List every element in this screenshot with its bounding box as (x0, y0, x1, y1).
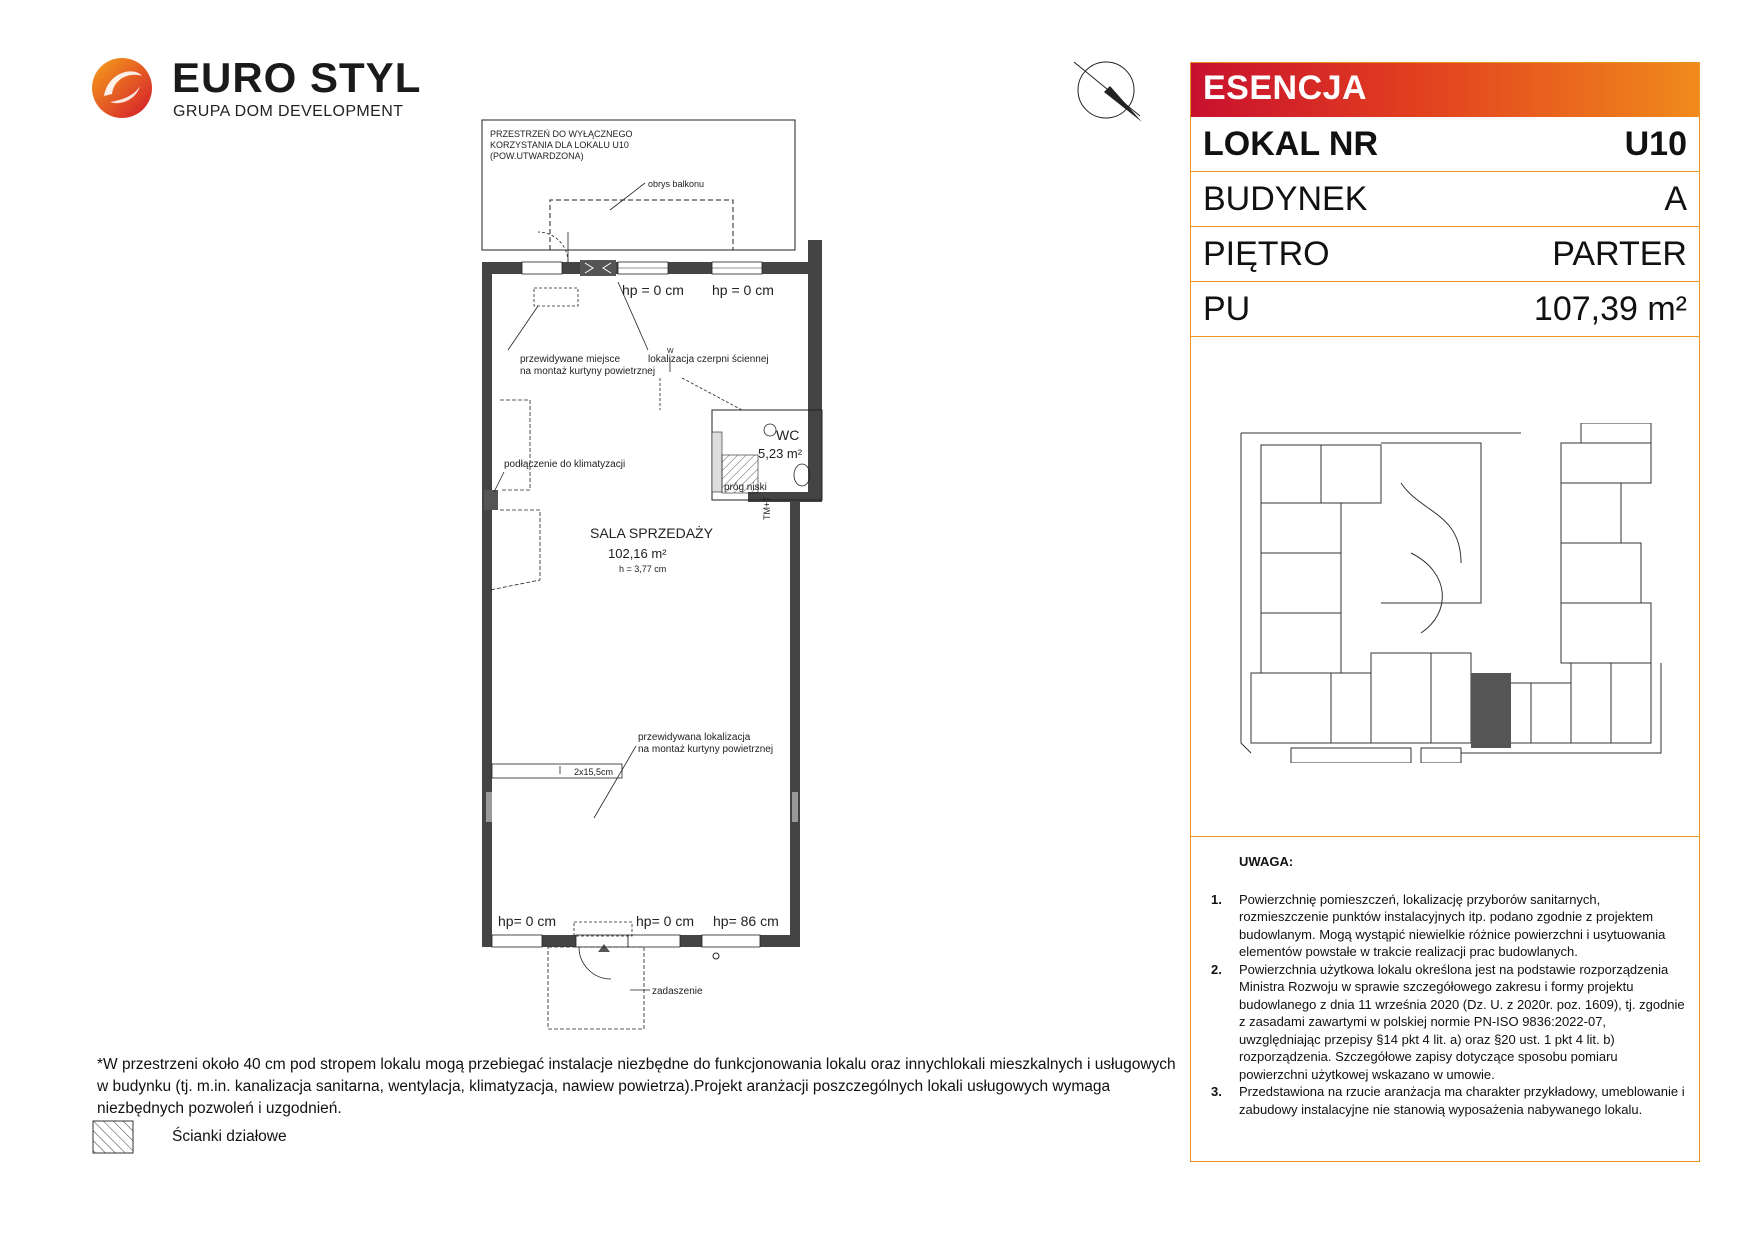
canopy-label: zadaszenie (652, 986, 703, 997)
floor-label: PIĘTRO (1203, 235, 1330, 273)
unit-info-panel (1190, 62, 1700, 1162)
hp-bottom-2: hp= 0 cm (636, 913, 694, 929)
notes-divider (1191, 836, 1699, 837)
tm-label: TM+T (762, 496, 772, 520)
hp-bottom-3: hp= 86 cm (713, 913, 779, 929)
note-number: 3. (1211, 1084, 1222, 1099)
air-intake-label: lokalizacja czerpni ściennej (648, 354, 769, 365)
area-value: 107,39 m² (1533, 290, 1687, 328)
note-number: 1. (1211, 891, 1222, 907)
note-number: 2. (1211, 961, 1222, 977)
project-name: ESENCJA (1203, 69, 1368, 107)
row-floor (1191, 227, 1699, 282)
note-text: Powierzchnię pomieszczeń, lokalizację przyborów sanitarnych, rozmieszczenie punktów instalacyjnych itp. podano zgodnie z projektem budowlanym. Mogą wystąpić niewielkie różnice powierzchni i usytuowania elementów powstałe w trakcie realizacji prac budowlanych. (1239, 891, 1666, 959)
notes-title: UWAGA: (1239, 854, 1294, 869)
ac-connection-label: podłączenie do klimatyzacji (504, 459, 626, 470)
partition-wall-swatch-icon (92, 1120, 134, 1154)
exclusive-area-label-1: PRZESTRZEŃ DO WYŁĄCZNEGO (490, 129, 633, 139)
exclusive-area-label-3: (POW.UTWARDZONA) (490, 151, 584, 161)
site-map (1221, 423, 1671, 763)
panel-header (1191, 63, 1699, 117)
brand-subtitle: GRUPA DOM DEVELOPMENT (173, 103, 404, 120)
balcony-outline-label: obrys balkonu (648, 179, 705, 189)
threshold-label: próg niski (724, 482, 767, 493)
note-item (1207, 961, 1687, 1084)
row-building (1191, 172, 1699, 227)
curtain-location-label-1: przewidywana lokalizacja (638, 732, 751, 743)
steps-label: 2x15,5cm (574, 767, 614, 777)
curtain-place-label-1: przewidywane miejsce (520, 354, 621, 365)
footnote: *W przestrzeni około 40 cm pod stropem lokalu mogą przebiegać instalacje niezbędne do funkcjonowania lokalu oraz innychlokali mieszkalnych i usługowych w budynku (tj. m.in. kanalizacja sanitarna, wentylacja, klimatyzacja, nawiew powietrza).Projekt aranżacji poszczególnych lokali usługowych wymaga niezbędnych pozwoleń i uzgodnień. (97, 1056, 1176, 1117)
hp-bottom-1: hp= 0 cm (498, 913, 556, 929)
curtain-place-label-2: na montaż kurtyny powietrznej (520, 366, 656, 377)
note-text: Przedstawiona na rzucie aranżacja ma charakter przykładowy, umeblowanie i zabudowy instalacyjne nie stanowią wyposażenia nabywanego lokalu. (1239, 1084, 1685, 1117)
brand-logo-icon (90, 56, 154, 120)
curtain-location-label-2: na montaż kurtyny powietrznej (638, 744, 774, 755)
row-unit-number (1191, 117, 1699, 172)
hp-top-1: hp = 0 cm (622, 282, 684, 298)
hp-top-2: hp = 0 cm (712, 282, 774, 298)
unit-number-value: U10 (1624, 125, 1687, 163)
building-label: BUDYNEK (1203, 180, 1368, 218)
row-area (1191, 282, 1699, 337)
wc-area: 5,23 m² (758, 446, 803, 461)
water-mark: W (667, 348, 674, 355)
note-item (1207, 1083, 1687, 1118)
floor-value: PARTER (1552, 235, 1687, 273)
room-area: 102,16 m² (608, 546, 667, 561)
note-item (1207, 891, 1687, 961)
notes-section (1207, 853, 1687, 1118)
room-height: h = 3,77 cm (619, 564, 667, 574)
legend-label: Ścianki działowe (172, 1128, 287, 1145)
note-text: Powierzchnia użytkowa lokalu określona jest na podstawie rozporządzenia Ministra Rozwoju w sprawie szczegółowego zakresu i formy projektu budowlanego z dnia 11 września 2020 (Dz. U. z 2020r. poz. 1609), tj. zgodnie z zasadami zawartymi w polskiej normie PN-ISO 9836:2022-07, uwzględniając przepisy §14 pkt 4 lit. a) oraz §20 ust. 1 pkt 4 lit. b) rozporządzenia. Szczegółowe zapisy dotyczące sposobu pomiaru powierzchni użytkowej wskazano w umowie. (1239, 961, 1685, 1082)
unit-number-label: LOKAL NR (1203, 125, 1379, 163)
unit-highlight (1471, 673, 1511, 748)
building-value: A (1664, 180, 1687, 218)
wc-label: WC (776, 427, 800, 443)
room-name: SALA SPRZEDAŻY (590, 525, 713, 541)
compass-icon (1070, 56, 1146, 124)
brand-name: EURO STYL (172, 54, 422, 101)
area-label: PU (1203, 290, 1251, 328)
floor-plan (480, 110, 880, 1040)
exclusive-area-label-2: KORZYSTANIA DLA LOKALU U10 (490, 140, 629, 150)
